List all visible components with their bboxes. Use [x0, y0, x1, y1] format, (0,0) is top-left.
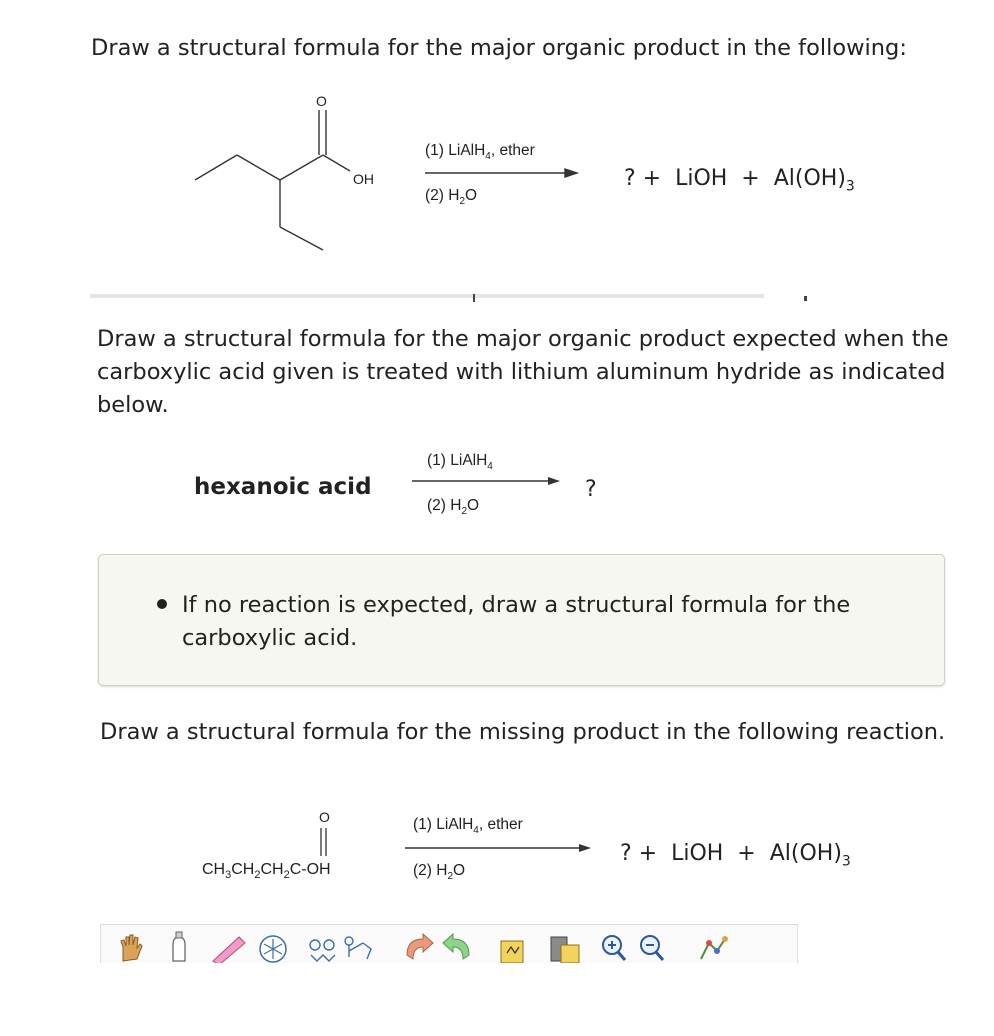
q1-condition-step1: (1) LiAlH$_4$, ether [425, 142, 535, 163]
redo-icon[interactable] [441, 931, 477, 963]
q2-reaction-arrow [410, 470, 560, 490]
q3-condition-step2: (2) $H_2O$ [413, 862, 466, 883]
q2-product: ? [585, 477, 597, 502]
undo-icon[interactable] [399, 931, 435, 963]
q3-reaction-arrow [403, 838, 593, 858]
q1-products: ? + LiOH + $Al(OH)_3$ [624, 166, 855, 195]
q3-carbonyl-double-bond [318, 826, 330, 858]
q3-carbonyl-o-label: O [319, 809, 330, 825]
bond [323, 155, 350, 171]
q1-prompt: Draw a structural formula for the major organic product in the following: [91, 35, 907, 61]
zoom-out-icon[interactable] [637, 931, 667, 963]
divider-tick [473, 294, 475, 302]
paste-icon[interactable] [547, 931, 583, 963]
bond [237, 155, 280, 180]
q1-reactant-structure [180, 85, 610, 260]
q3-prompt: Draw a structural formula for the missing product in the following reaction. [100, 719, 946, 745]
hint-text: If no reaction is expected, draw a structural formula for the carboxylic acid. [182, 592, 851, 651]
bond-template-icon[interactable] [341, 931, 377, 963]
q2-condition-step1: (1) LiAlH$_4$ [427, 452, 493, 473]
eraser-bottle-icon[interactable] [163, 931, 193, 963]
q3-products: ? + LiOH + $Al(OH)_3$ [620, 841, 851, 870]
q2-reactant-name: hexanoic acid [194, 474, 372, 500]
bond [195, 155, 237, 180]
zoom-in-icon[interactable] [599, 931, 629, 963]
hint-box [98, 554, 945, 686]
bullet-dot [157, 599, 167, 609]
q3-condition-step1: (1) LiAlH$_4$, ether [413, 816, 523, 837]
hand-icon[interactable] [115, 931, 145, 963]
q2-prompt: Draw a structural formula for the major organic product expected when the carboxylic acid given is treated with lithium aluminum hydride as indicated below. [97, 326, 949, 418]
divider-tick [804, 296, 807, 301]
ring-template-icon[interactable] [257, 931, 287, 963]
q1-condition-step2: (2) $H_2O$ [425, 187, 478, 208]
q1-carbonyl-o-label: O [316, 93, 327, 109]
pencil-eraser-icon[interactable] [209, 931, 247, 963]
q2-condition-step2: (2) $H_2O$ [427, 497, 480, 518]
chain-template-icon[interactable] [307, 931, 339, 963]
answer-area-divider [90, 294, 764, 298]
copy-icon[interactable] [497, 931, 533, 963]
q3-reactant-formula: $CH_3CH_2CH_2C-OH$ [202, 861, 331, 882]
bond [280, 155, 323, 180]
drawing-toolbar [100, 924, 798, 963]
clean-structure-icon[interactable] [695, 931, 729, 963]
bond [280, 227, 323, 250]
q1-oh-label: OH [353, 171, 374, 187]
